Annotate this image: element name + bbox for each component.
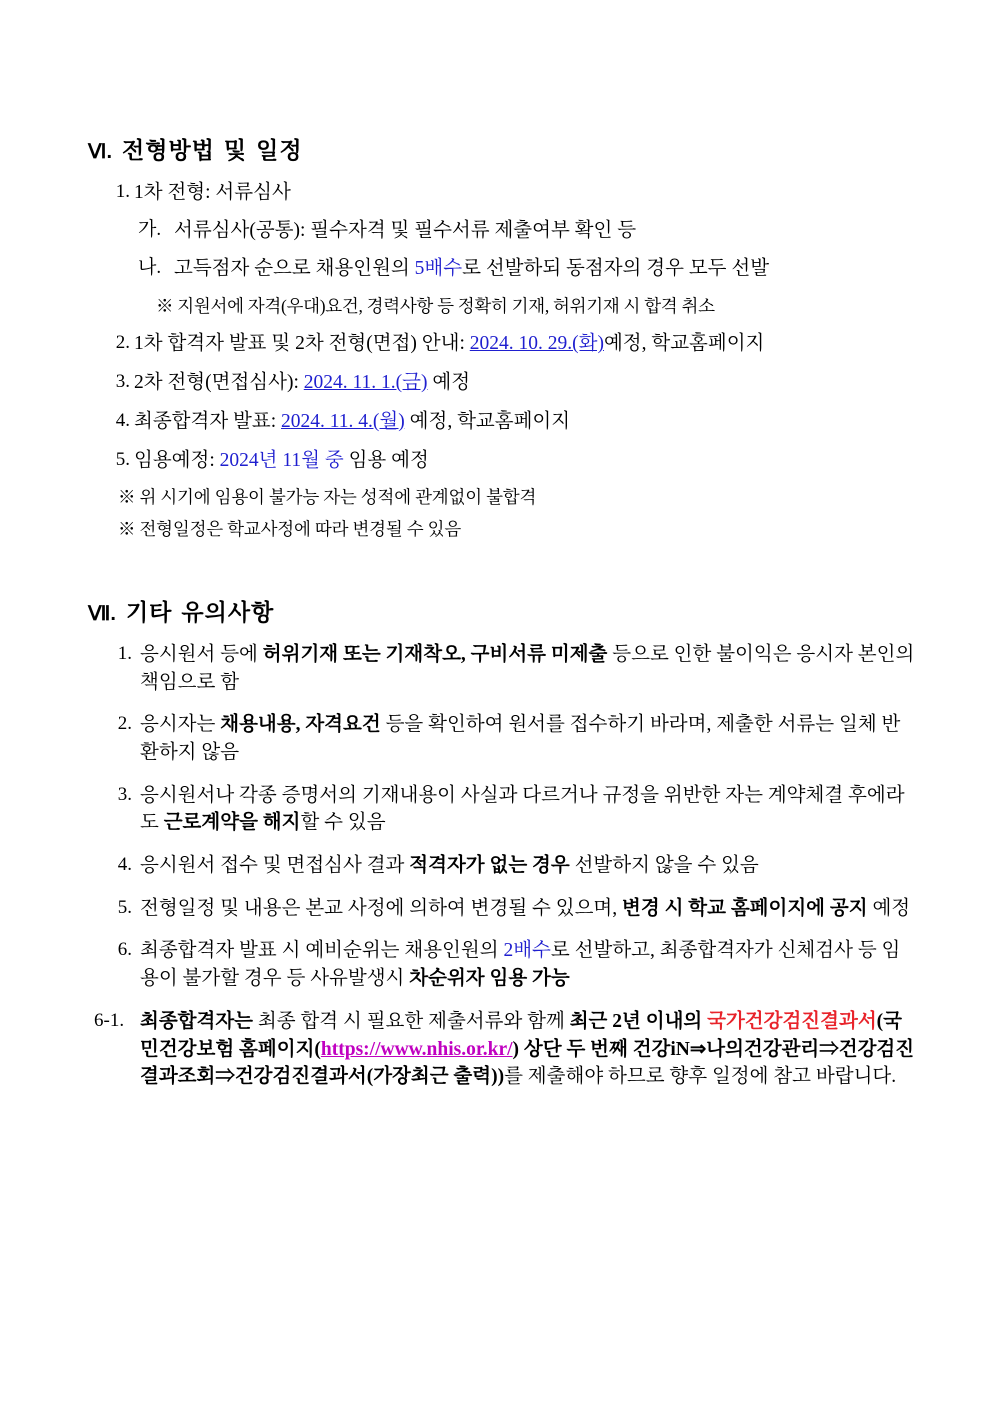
note-text: ※ 지원서에 자격(우대)요건, 경력사항 등 정확히 기재, 허위기재 시 합격 취소: [156, 296, 715, 317]
list-marker: 나.: [138, 257, 162, 279]
list-text: 1차 전형: 서류심사: [134, 182, 291, 203]
section-divider-space: [88, 546, 918, 594]
list-text: 서류심사(공통): 필수자격 및 필수서류 제출여부 확인 등: [174, 219, 637, 241]
list-text-part2: 등으로 인한 불이익은 응시자 본인의 책임으로 함: [140, 643, 915, 693]
list-text-part2: 예정: [867, 897, 911, 919]
highlight-multiplier: 5배수: [414, 258, 463, 280]
list-text-after: 예정: [427, 372, 471, 394]
list-text-part2: 선발하지 않을 수 있음: [569, 855, 759, 877]
list-marker: 3.: [117, 783, 132, 805]
list-item: [88, 641, 918, 696]
list-text-before: 임용예정:: [134, 449, 220, 471]
highlight-date: 2024. 11. 4.(월): [281, 410, 405, 432]
document-content: [88, 132, 918, 1106]
list-item: [88, 782, 918, 837]
list-text-part4: 를 제출해야 하므로 향후 일정에 참고 바랍니다.: [504, 1066, 897, 1088]
list-marker: 6.: [117, 939, 132, 961]
list-text-before: 1차 합격자 발표 및 2차 전형(면접) 안내:: [134, 333, 470, 355]
highlight-date: 2024. 10. 29.(화): [469, 333, 604, 355]
list-text-after: 임용 예정: [343, 449, 429, 471]
list-marker: 가.: [138, 218, 162, 240]
list-text-after: 예정, 학교홈페이지: [404, 410, 571, 432]
list-marker: 3.: [115, 371, 130, 393]
highlight-date: 2024년 11월 중: [219, 449, 344, 471]
list-item: [88, 369, 918, 397]
highlight-multiplier: 2배수: [503, 940, 551, 962]
highlight-date: 2024. 11. 1.(금): [303, 372, 428, 394]
section-6-sublist: [134, 217, 918, 283]
list-item: [88, 179, 918, 319]
list-text-part2: 로 선발하고, 최종합격자가 신체검사 등 임용이 불가할 경우 등 사유발생시: [140, 940, 901, 990]
nhis-homepage-link[interactable]: https://www.nhis.or.kr/: [320, 1038, 513, 1060]
list-text-part1: 응시원서나 각종 증명서의 기재내용이 사실과 다르거나 규정을 위반한 자는 계약체결 후에라도: [140, 784, 905, 834]
list-marker: 4.: [115, 409, 130, 431]
list-item: [134, 255, 918, 283]
section-6-title: 전형방법 및 일정: [122, 138, 303, 164]
list-text-navigation-path: 건강iN⇒나의건강관리⇒건강검진결과조회⇒건강검진결과서(가장최근 출력)): [140, 1038, 915, 1088]
note-text: ※ 위 시기에 임용이 불가능 자는 성적에 관계없이 불합격: [118, 487, 537, 508]
list-text-bold: 변경 시 학교 홈페이지에 공지: [622, 897, 868, 919]
list-marker: 2.: [117, 713, 132, 735]
list-text-bold: 적격자가 없는 경우: [409, 855, 570, 877]
list-text-bold: 최근 2년 이내의: [569, 1010, 708, 1032]
list-marker: 2.: [115, 332, 130, 354]
list-text-before: 고득점자 순으로 채용인원의: [174, 258, 415, 280]
list-text-part2: 등을 확인하여 원서를 접수하기 바라며, 제출한 서류는 일체 반환하지 않음: [140, 714, 901, 763]
list-text-part1: 전형일정 및 내용은 본교 사정에 의하여 변경될 수 있으며,: [140, 897, 623, 919]
section-6: [88, 132, 918, 542]
section-7-heading: [88, 594, 918, 627]
list-marker: 5.: [117, 896, 132, 918]
list-item: [88, 852, 918, 880]
note-text: ※ 전형일정은 학교사정에 따라 변경될 수 있음: [118, 518, 462, 539]
list-text-part1: 최종 합격 시 필요한 제출서류와 함께: [253, 1010, 570, 1032]
highlight-required-document: 국가건강검진결과서: [707, 1010, 877, 1032]
list-text-bold: 근로계약을 해지: [163, 812, 301, 834]
list-text-bold: 최종합격자는: [140, 1010, 254, 1032]
list-text-bold: 허위기재 또는 기재착오, 구비서류 미제출: [262, 643, 608, 665]
list-marker: 1.: [117, 642, 132, 664]
list-text-part2: (국민건강보험 홈페이지(: [140, 1010, 903, 1060]
list-text-part1: 응시원서 등에: [140, 643, 263, 665]
list-item: [88, 937, 918, 992]
list-item: [88, 895, 918, 923]
list-text-before: 2차 전형(면접심사):: [134, 372, 304, 394]
list-text-after: 로 선발하되 동점자의 경우 모두 선발: [462, 258, 770, 280]
section-6-notes: [118, 485, 918, 542]
list-item: [88, 711, 918, 766]
list-text-part1: 응시자는: [140, 714, 221, 736]
list-marker: 4.: [117, 854, 132, 876]
list-item: [88, 408, 918, 436]
list-marker: 1.: [115, 181, 130, 202]
list-marker: 5.: [115, 448, 130, 470]
list-text-before: 최종합격자 발표:: [134, 410, 282, 432]
list-marker: 6-1.: [94, 1009, 125, 1031]
section-6-heading: [88, 132, 918, 165]
list-text-part3: ) 상단 두 번째: [512, 1038, 633, 1060]
list-text-bold: 차순위자 임용 가능: [409, 968, 570, 990]
list-item: [88, 447, 918, 475]
list-text-part2: 할 수 있음: [300, 812, 386, 834]
section-7-list: [88, 641, 918, 1091]
list-item: [88, 1008, 918, 1091]
section-7: [88, 594, 918, 1091]
section-7-title: 기타 유의사항: [125, 599, 275, 626]
list-text-part1: 응시원서 접수 및 면접심사 결과: [140, 855, 410, 877]
list-item: [88, 330, 918, 358]
list-text-bold: 채용내용, 자격요건: [220, 714, 381, 736]
section-6-number: Ⅵ.: [88, 141, 113, 163]
list-text-after: 예정, 학교홈페이지: [603, 333, 765, 355]
section-6-list: [88, 179, 918, 474]
section-7-number: Ⅶ.: [88, 602, 116, 625]
list-text-part1: 최종합격자 발표 시 예비순위는 채용인원의: [140, 940, 504, 962]
list-item: [134, 217, 918, 245]
